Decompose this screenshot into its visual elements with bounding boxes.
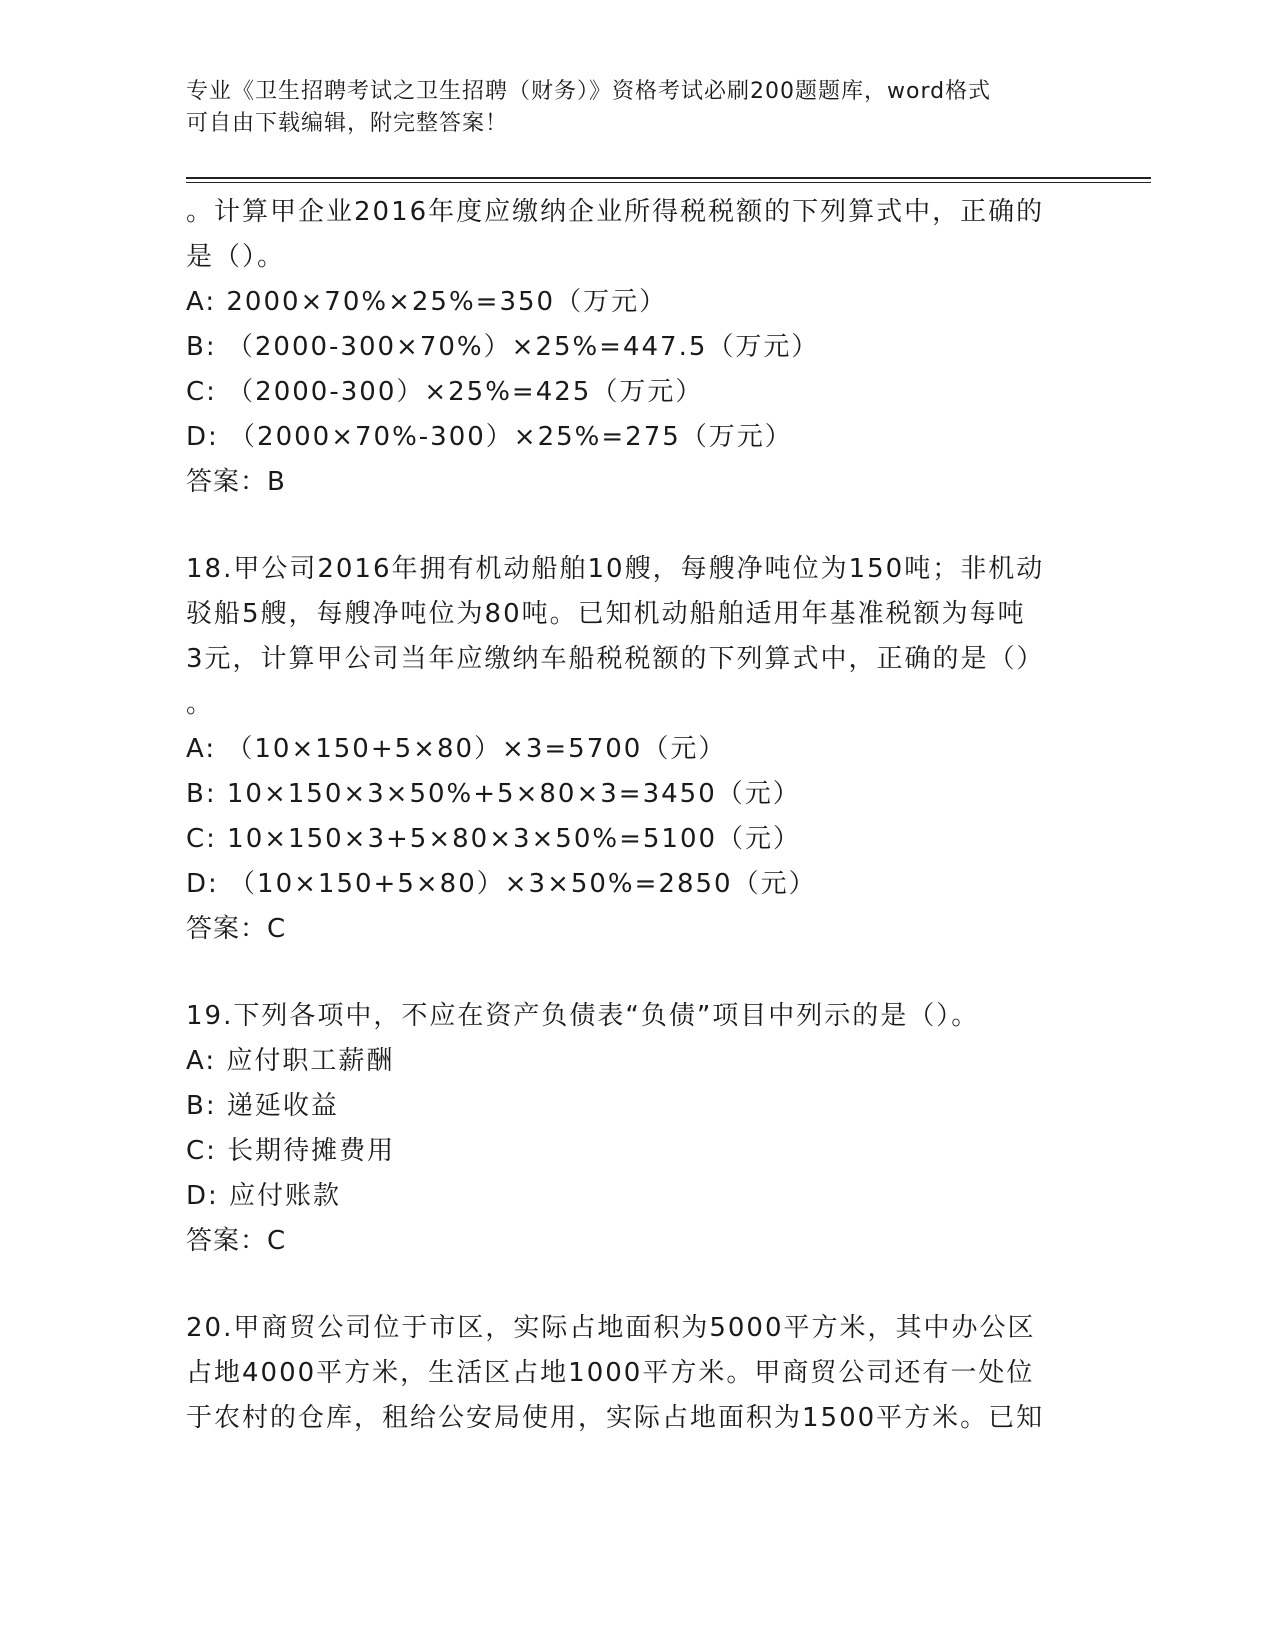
option-d: D: 应付账款 (186, 1181, 342, 1211)
option-a: A: （10×150+5×80）×3=5700（元） (186, 734, 727, 764)
question-20 (186, 1306, 1076, 1441)
question-content (186, 190, 1076, 1441)
option-a: A: 2000×70%×25%=350（万元） (186, 287, 668, 317)
question-stem: 于农村的仓库，租给公安局使用，实际占地面积为1500平方米。已知 (186, 1403, 1045, 1433)
answer-line: 答案：B (186, 467, 286, 497)
option-a: A: 应付职工薪酬 (186, 1046, 395, 1076)
option-c: C: 10×150×3+5×80×3×50%=5100（元） (186, 824, 802, 854)
question-stem: 18.甲公司2016年拥有机动船舶10艘，每艘净吨位为150吨；非机动 (186, 554, 1045, 584)
option-c: C: 长期待摊费用 (186, 1136, 396, 1166)
question-stem: 。计算甲企业2016年度应缴纳企业所得税税额的下列算式中，正确的 (186, 197, 1045, 227)
question-stem: 是（）。 (186, 242, 286, 272)
question-stem: 20.甲商贸公司位于市区，实际占地面积为5000平方米，其中办公区 (186, 1313, 1036, 1343)
question-17 (186, 190, 1076, 505)
spacer (186, 505, 1076, 547)
option-c: C: （2000-300）×25%=425（万元） (186, 377, 704, 407)
spacer (186, 952, 1076, 994)
header-line-1: 专业《卫生招聘考试之卫生招聘（财务）》资格考试必刷200题题库，word格式 (186, 79, 992, 104)
header-divider-thick (186, 177, 1151, 179)
question-stem: 驳船5艘，每艘净吨位为80吨。已知机动船舶适用年基准税额为每吨 (186, 599, 1026, 629)
option-b: B: 10×150×3×50%+5×80×3=3450（元） (186, 779, 801, 809)
option-b: B: 递延收益 (186, 1091, 339, 1121)
question-stem: 19.下列各项中，不应在资产负债表“负债”项目中列示的是（）。 (186, 1001, 980, 1031)
option-d: D: （2000×70%-300）×25%=275（万元） (186, 422, 793, 452)
spacer (186, 1264, 1076, 1306)
answer-line: 答案：C (186, 1226, 287, 1256)
question-19 (186, 994, 1076, 1264)
question-18 (186, 547, 1076, 952)
option-d: D: （10×150+5×80）×3×50%=2850（元） (186, 869, 817, 899)
question-stem: 3元，计算甲公司当年应缴纳车船税税额的下列算式中，正确的是（） (186, 644, 1045, 674)
question-stem: 。 (186, 689, 215, 719)
header-divider-thin (186, 182, 1151, 183)
header-line-2: 可自由下载编辑，附完整答案！ (186, 111, 509, 136)
option-b: B: （2000-300×70%）×25%=447.5（万元） (186, 332, 820, 362)
answer-line: 答案：C (186, 914, 287, 944)
question-stem: 占地4000平方米，生活区占地1000平方米。甲商贸公司还有一处位 (186, 1358, 1035, 1388)
document-header (186, 76, 1066, 140)
